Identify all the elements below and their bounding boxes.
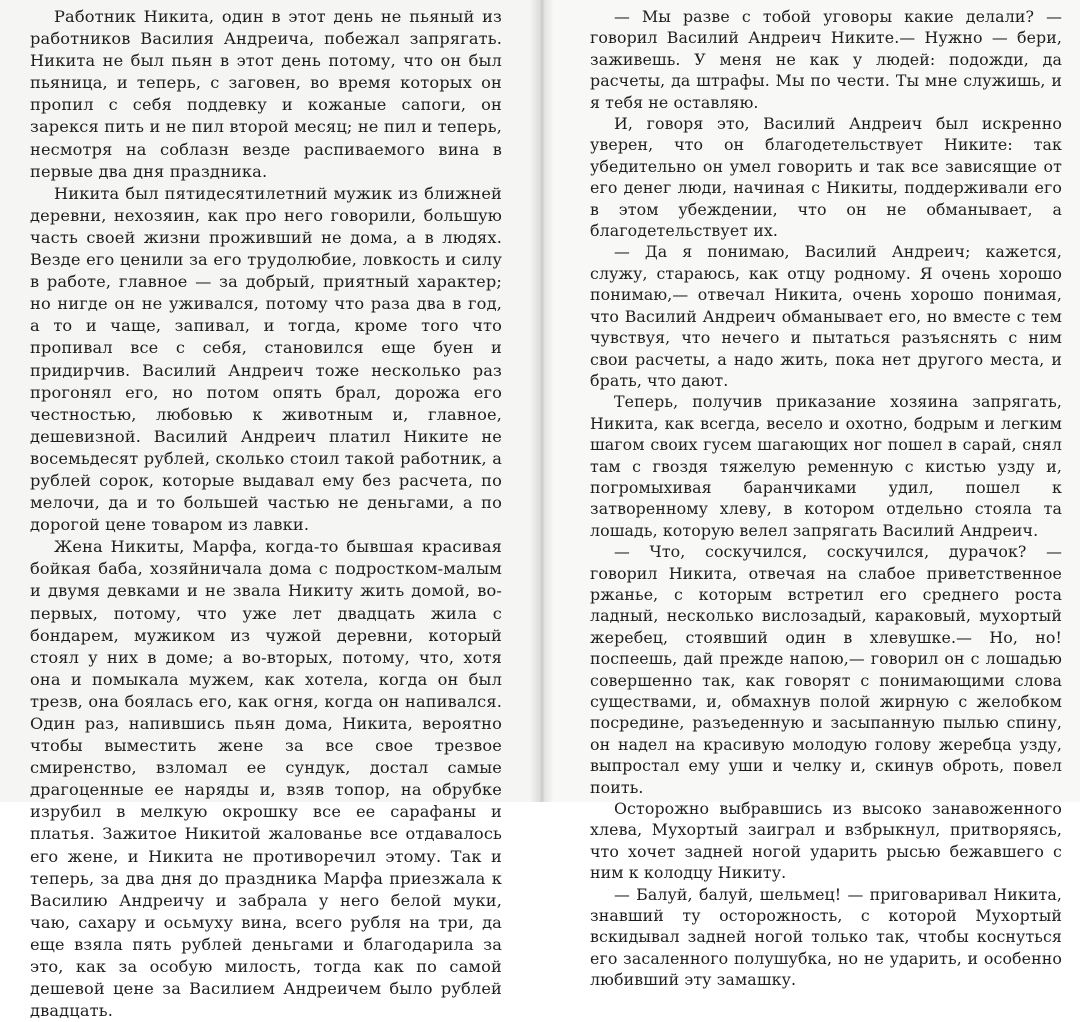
right-paragraph-4: Теперь, получив приказание хозяина запрягать, Никита, как всегда, весело и охотно, бодрым и легким шагом своих гусем шагающих ног пошел в сарай, снял там с гвоздя тяжелую ременную с кистью узду и, погромыхивая баранчиками удил, пошел к затворенному хлеву, в котором отдельно стояла та лошадь, которую велел запрягать Василий Андреич. bbox=[590, 392, 1062, 540]
left-page bbox=[0, 0, 538, 1021]
right-page bbox=[540, 0, 1080, 990]
right-paragraph-2: И, говоря это, Василий Андреич был искренно уверен, что он благодетельствует Никите: так убедительно он умел говорить и так все зависящие от его денег люди, начиная с Никиты, поддерживали его в этом убеждении, что он не обманывает, а благодетельствует их. bbox=[590, 114, 1062, 241]
right-paragraph-1: — Мы разве с тобой уговоры какие делали? — говорил Василий Андреич Никите.— Нужно — бери, заживешь. У меня не как у людей: подожди, да расчеты, да штрафы. Мы по чести. Ты мне служишь, и я тебя не оставляю. bbox=[590, 7, 1062, 112]
right-paragraph-7: — Балуй, балуй, шельмец! — приговаривал Никита, знавший ту осторожность, с которой Мухортый вскидывал задней ногой только так, чтобы коснуться его засаленного полушубка, но не ударить, и особенно любивший эту замашку. bbox=[590, 884, 1062, 990]
left-paragraph-3: Жена Никиты, Марфа, когда-то бывшая красивая бойкая баба, хозяйничала дома с подростком-малым и двумя девками и не звала Никиту жить домой, во-первых, потому, что уже лет двадцать жила с бондарем, мужиком из чужой деревни, который стоял у них в доме; а во-вторых, потому, что, хотя она и помыкала мужем, как хотела, когда он был трезв, она боялась его, как огня, когда он напивался. Один раз, напившись пьян дома, Никита, вероятно чтобы выместить жене за все свое трезвое смиренство, взломал ее сундук, достал самые драгоценные ее наряды и, взяв топор, на обрубке изрубил в мелкую окрошку все ее сарафаны и платья. Зажитое Никитой жалованье все отдавалось его жене, и Никита не противоречил этому. Так и теперь, за два дня до праздника Марфа приезжала к Василию Андреичу и забрала у него белой муки, чаю, сахару и осьмуху вина, всего рубля на три, да еще взяла пять рублей деньгами и благодарила за это, как за особую милость, тогда как по самой дешевой цене за Василием Андреичем было рублей двадцать. bbox=[30, 537, 502, 1021]
left-paragraph-1: Работник Никита, один в этот день не пьяный из работников Василия Андреича, побежал запрягать. Никита не был пьян в этот день потому, что он был пьяница, и теперь, с заговен, во время которых он пропил с себя поддевку и кожаные сапоги, он зарекся пить и не пил второй месяц; не пил и теперь, несмотря на соблазн везде распиваемого вина в первые два дня праздника. bbox=[30, 7, 502, 181]
right-paragraph-3: — Да я понимаю, Василий Андреич; кажется, служу, стараюсь, как отцу родному. Я очень хорошо понимаю,— отвечал Никита, очень хорошо понимая, что Василий Андреич обманывает его, но вместе с тем чувствуя, что нечего и пытаться разъяснять с ним свои расчеты, а надо жить, пока нет другого места, и брать, что дают. bbox=[590, 242, 1062, 390]
right-paragraph-6: Осторожно выбравшись из высоко занавоженного хлева, Мухортый заиграл и взбрыкнул, притворяясь, что хочет задней ногой ударить рысью бежавшего с ним к колодцу Никиту. bbox=[590, 799, 1062, 883]
right-paragraph-5: — Что, соскучился, соскучился, дурачок? — говорил Никита, отвечая на слабое приветственное ржанье, с которым встретил его среднего роста ладный, несколько вислозадый, караковый, мухортый жеребец, стоявший один в хлевушке.— Но, но! поспеешь, дай прежде напою,— говорил он с лошадью совершенно так, как говорят с понимающими слова существами, и, обмахнув полой жирную с желобком посредине, разъеденную и засыпанную пылью спину, он надел на красивую молодую голову жеребца узду, выпростал ему уши и челку и, скинув оброть, повел поить. bbox=[590, 542, 1062, 797]
left-paragraph-2: Никита был пятидесятилетний мужик из ближней деревни, нехозяин, как про него говорили, большую часть своей жизни проживший не дома, а в людях. Везде его ценили за его трудолюбие, ловкость и силу в работе, главное — за добрый, приятный характер; но нигде он не уживался, потому что раза два в год, а то и чаще, запивал, и тогда, кроме того что пропивал все с себя, становился еще буен и придирчив. Василий Андреич тоже несколько раз прогонял его, но потом опять брал, дорожа его честностью, любовью к животным и, главное, дешевизной. Василий Андреич платил Никите не восемьдесят рублей, сколько стоил такой работник, а рублей сорок, которые выдавал ему без расчета, по мелочи, да и то большей частью не деньгами, а по дорогой цене товаром из лавки. bbox=[30, 183, 502, 535]
book-gutter bbox=[530, 0, 554, 802]
